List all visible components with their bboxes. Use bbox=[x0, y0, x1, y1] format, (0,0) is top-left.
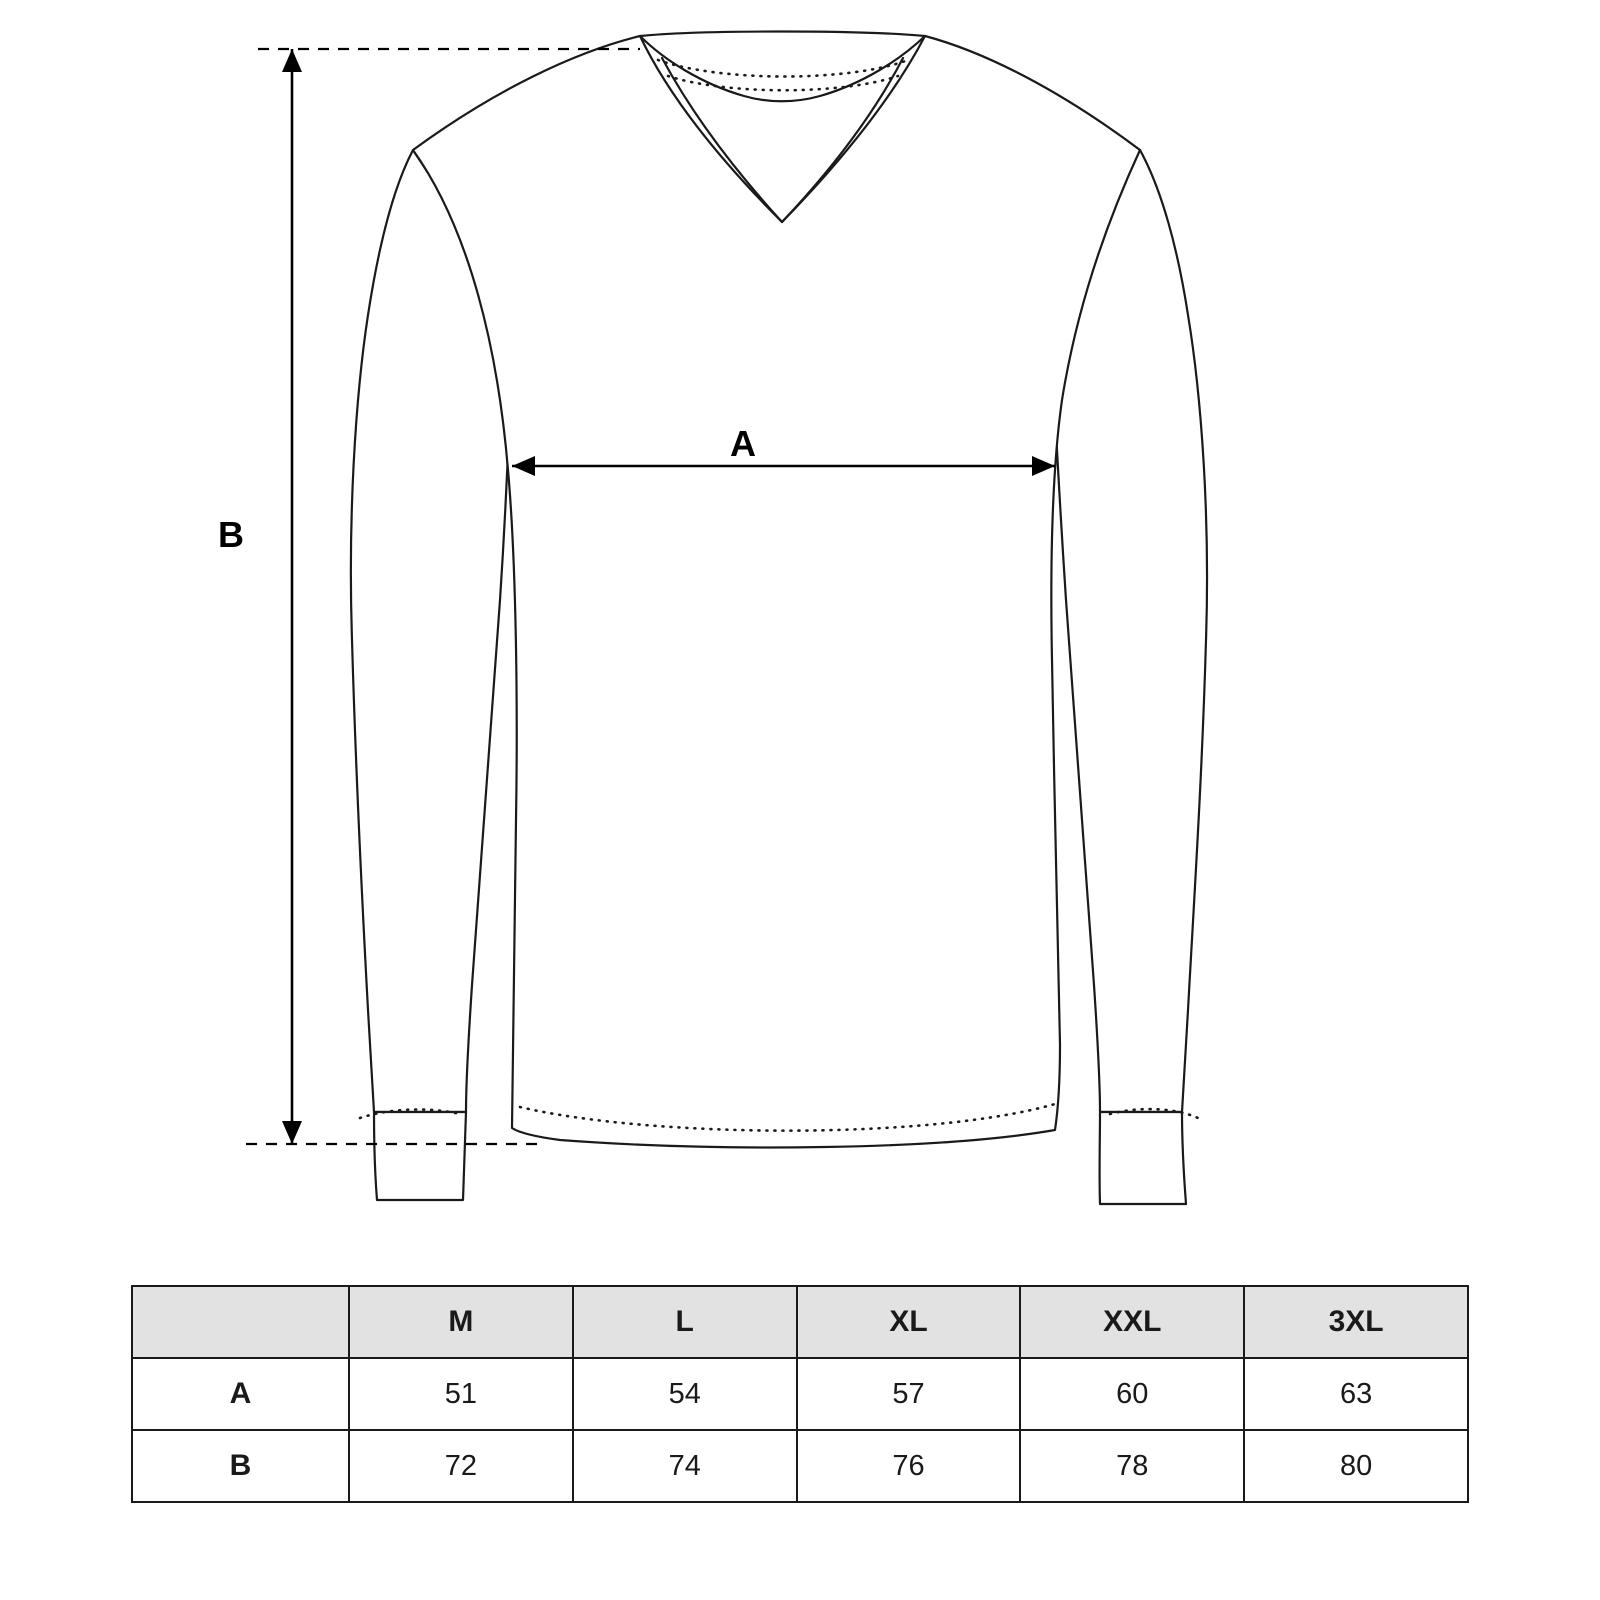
cell-a-xl: 57 bbox=[797, 1358, 1021, 1430]
row-label-b: B bbox=[132, 1430, 349, 1502]
cell-a-l: 54 bbox=[573, 1358, 797, 1430]
table-header-size-m: M bbox=[349, 1286, 573, 1358]
cell-a-xxl: 60 bbox=[1020, 1358, 1244, 1430]
dimension-b-arrow-top bbox=[282, 49, 302, 72]
table-row bbox=[132, 1430, 1468, 1502]
size-table-container bbox=[131, 1285, 1469, 1503]
dimension-b-label: B bbox=[218, 514, 244, 555]
table-corner-cell bbox=[132, 1286, 349, 1358]
table-row bbox=[132, 1358, 1468, 1430]
size-table bbox=[131, 1285, 1469, 1503]
cell-a-3xl: 63 bbox=[1244, 1358, 1468, 1430]
cell-a-m: 51 bbox=[349, 1358, 573, 1430]
cell-b-3xl: 80 bbox=[1244, 1430, 1468, 1502]
cell-b-xl: 76 bbox=[797, 1430, 1021, 1502]
cell-b-l: 74 bbox=[573, 1430, 797, 1502]
dimension-a-label: A bbox=[730, 423, 756, 464]
table-header-row bbox=[132, 1286, 1468, 1358]
dimension-b-arrow-bottom bbox=[282, 1121, 302, 1144]
garment-illustration bbox=[351, 32, 1207, 1205]
right-cuff bbox=[1100, 1112, 1186, 1204]
table-header-size-3xl: 3XL bbox=[1244, 1286, 1468, 1358]
cell-b-xxl: 78 bbox=[1020, 1430, 1244, 1502]
table-header-size-xxl: XXL bbox=[1020, 1286, 1244, 1358]
row-label-a: A bbox=[132, 1358, 349, 1430]
left-cuff bbox=[374, 1112, 466, 1200]
cell-b-m: 72 bbox=[349, 1430, 573, 1502]
table-header-size-xl: XL bbox=[797, 1286, 1021, 1358]
table-header-size-l: L bbox=[573, 1286, 797, 1358]
